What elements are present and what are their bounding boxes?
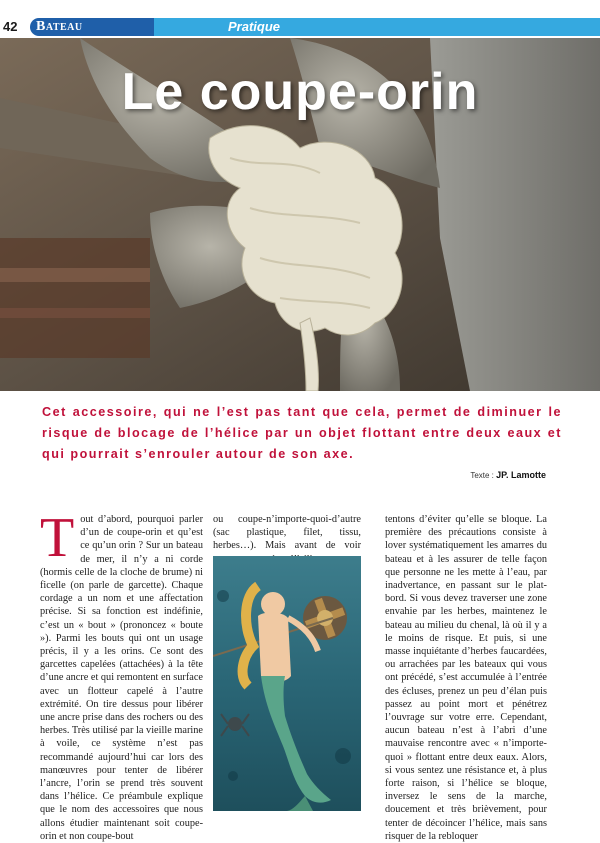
credit-author: JP. Lamotte: [496, 470, 546, 480]
article-title: Le coupe-orin: [121, 63, 479, 121]
body-column-3: [385, 513, 547, 843]
body-column-1: [40, 507, 203, 843]
column-3-text: tentons d’éviter qu’elle se bloque. La première des précautions consiste à lover systématiquement les amarres du bateau et à les assurer de telle façon que personne ne les mette à l’eau, par inadvertance, en passant sur le plat-bord. Si vous devez traverser une zone envahie par les herbes, maintenez le bateau au milieu du chenal, là où il y a le moins de risque. Et puis, si une masse inquiétante d’herbes faucardées, ou arrachées par les bateaux qui vous ont précédé, s’est accumulée à l’entrée des écluses, prenez un peu d’élan puis passez au point mort et pénétrez l’ouvrage sur votre erre. Cependant, aucun bateau n’est à l’abri d’une mauvaise rencontre avec « n’importe-quoi » flottant entre deux eaux. Alors, si vous sentez une résistance et, à plus forte raison, si l’hélice se bloque, inversez le sens de la marche, doucement et très brièvement, pour tenter de décoincer l’hélice, mais sans risquer de la rebloquer: [385, 514, 547, 842]
column-2-text: ou coupe-n’importe-quoi-d’autre (sac plastique, filet, tissu, herbes…). Mais avant de voir: [213, 514, 361, 552]
lead-paragraph: Cet accessoire, qui ne l’est pas tant que cela, permet de diminuer le risque de blocage de l’hélice par un objet flottant entre deux eaux et qui pourrait s’enrouler autour de son axe.: [42, 405, 562, 461]
credit-label: Texte :: [470, 471, 494, 480]
page-header: [0, 16, 600, 38]
page-number: 42: [3, 19, 18, 34]
rubric-bar: [154, 18, 600, 36]
section-title: Bateau: [36, 19, 83, 34]
column-1-text: out d’abord, pourquoi parler d’un de coupe-orin et qu’est ce qu’un orin ? Sur un bateau de mer, il n’y a ni corde (hormis celle de la cloche de brume) ni ficelle (on parle de garcette). Chaque cordage a un nom et une affectation précise. Si sa fonction est indéfinie, c’est un « bout » (prononcez « boute »). Parmi les bouts qui ont un usage précis, il y a les orins. Ce sont des garcettes capelées (attachées) à la tête d’une ancre et qui remontent en surface avec un flotteur capelé à l’autre extrémité. On tire dessus pour libérer une ancre prise dans des rochers ou des herbes. Très utilisé par la vieille marine à voile, ce système n’est pas recommandé aujourd’hui car lors des manœuvres pour tenter de libérer l’ancre, l’orin se prend très souvent dans l’hélice. Ce préambule explique que le nom des accessoires que nous allons étudier maintenant soit coupe-orin et non coupe-bout: [40, 514, 203, 842]
mermaid-illustration: [213, 556, 361, 811]
rubric-label: Pratique: [228, 19, 281, 34]
author-credit: [470, 470, 546, 480]
drop-cap: T: [40, 507, 75, 569]
